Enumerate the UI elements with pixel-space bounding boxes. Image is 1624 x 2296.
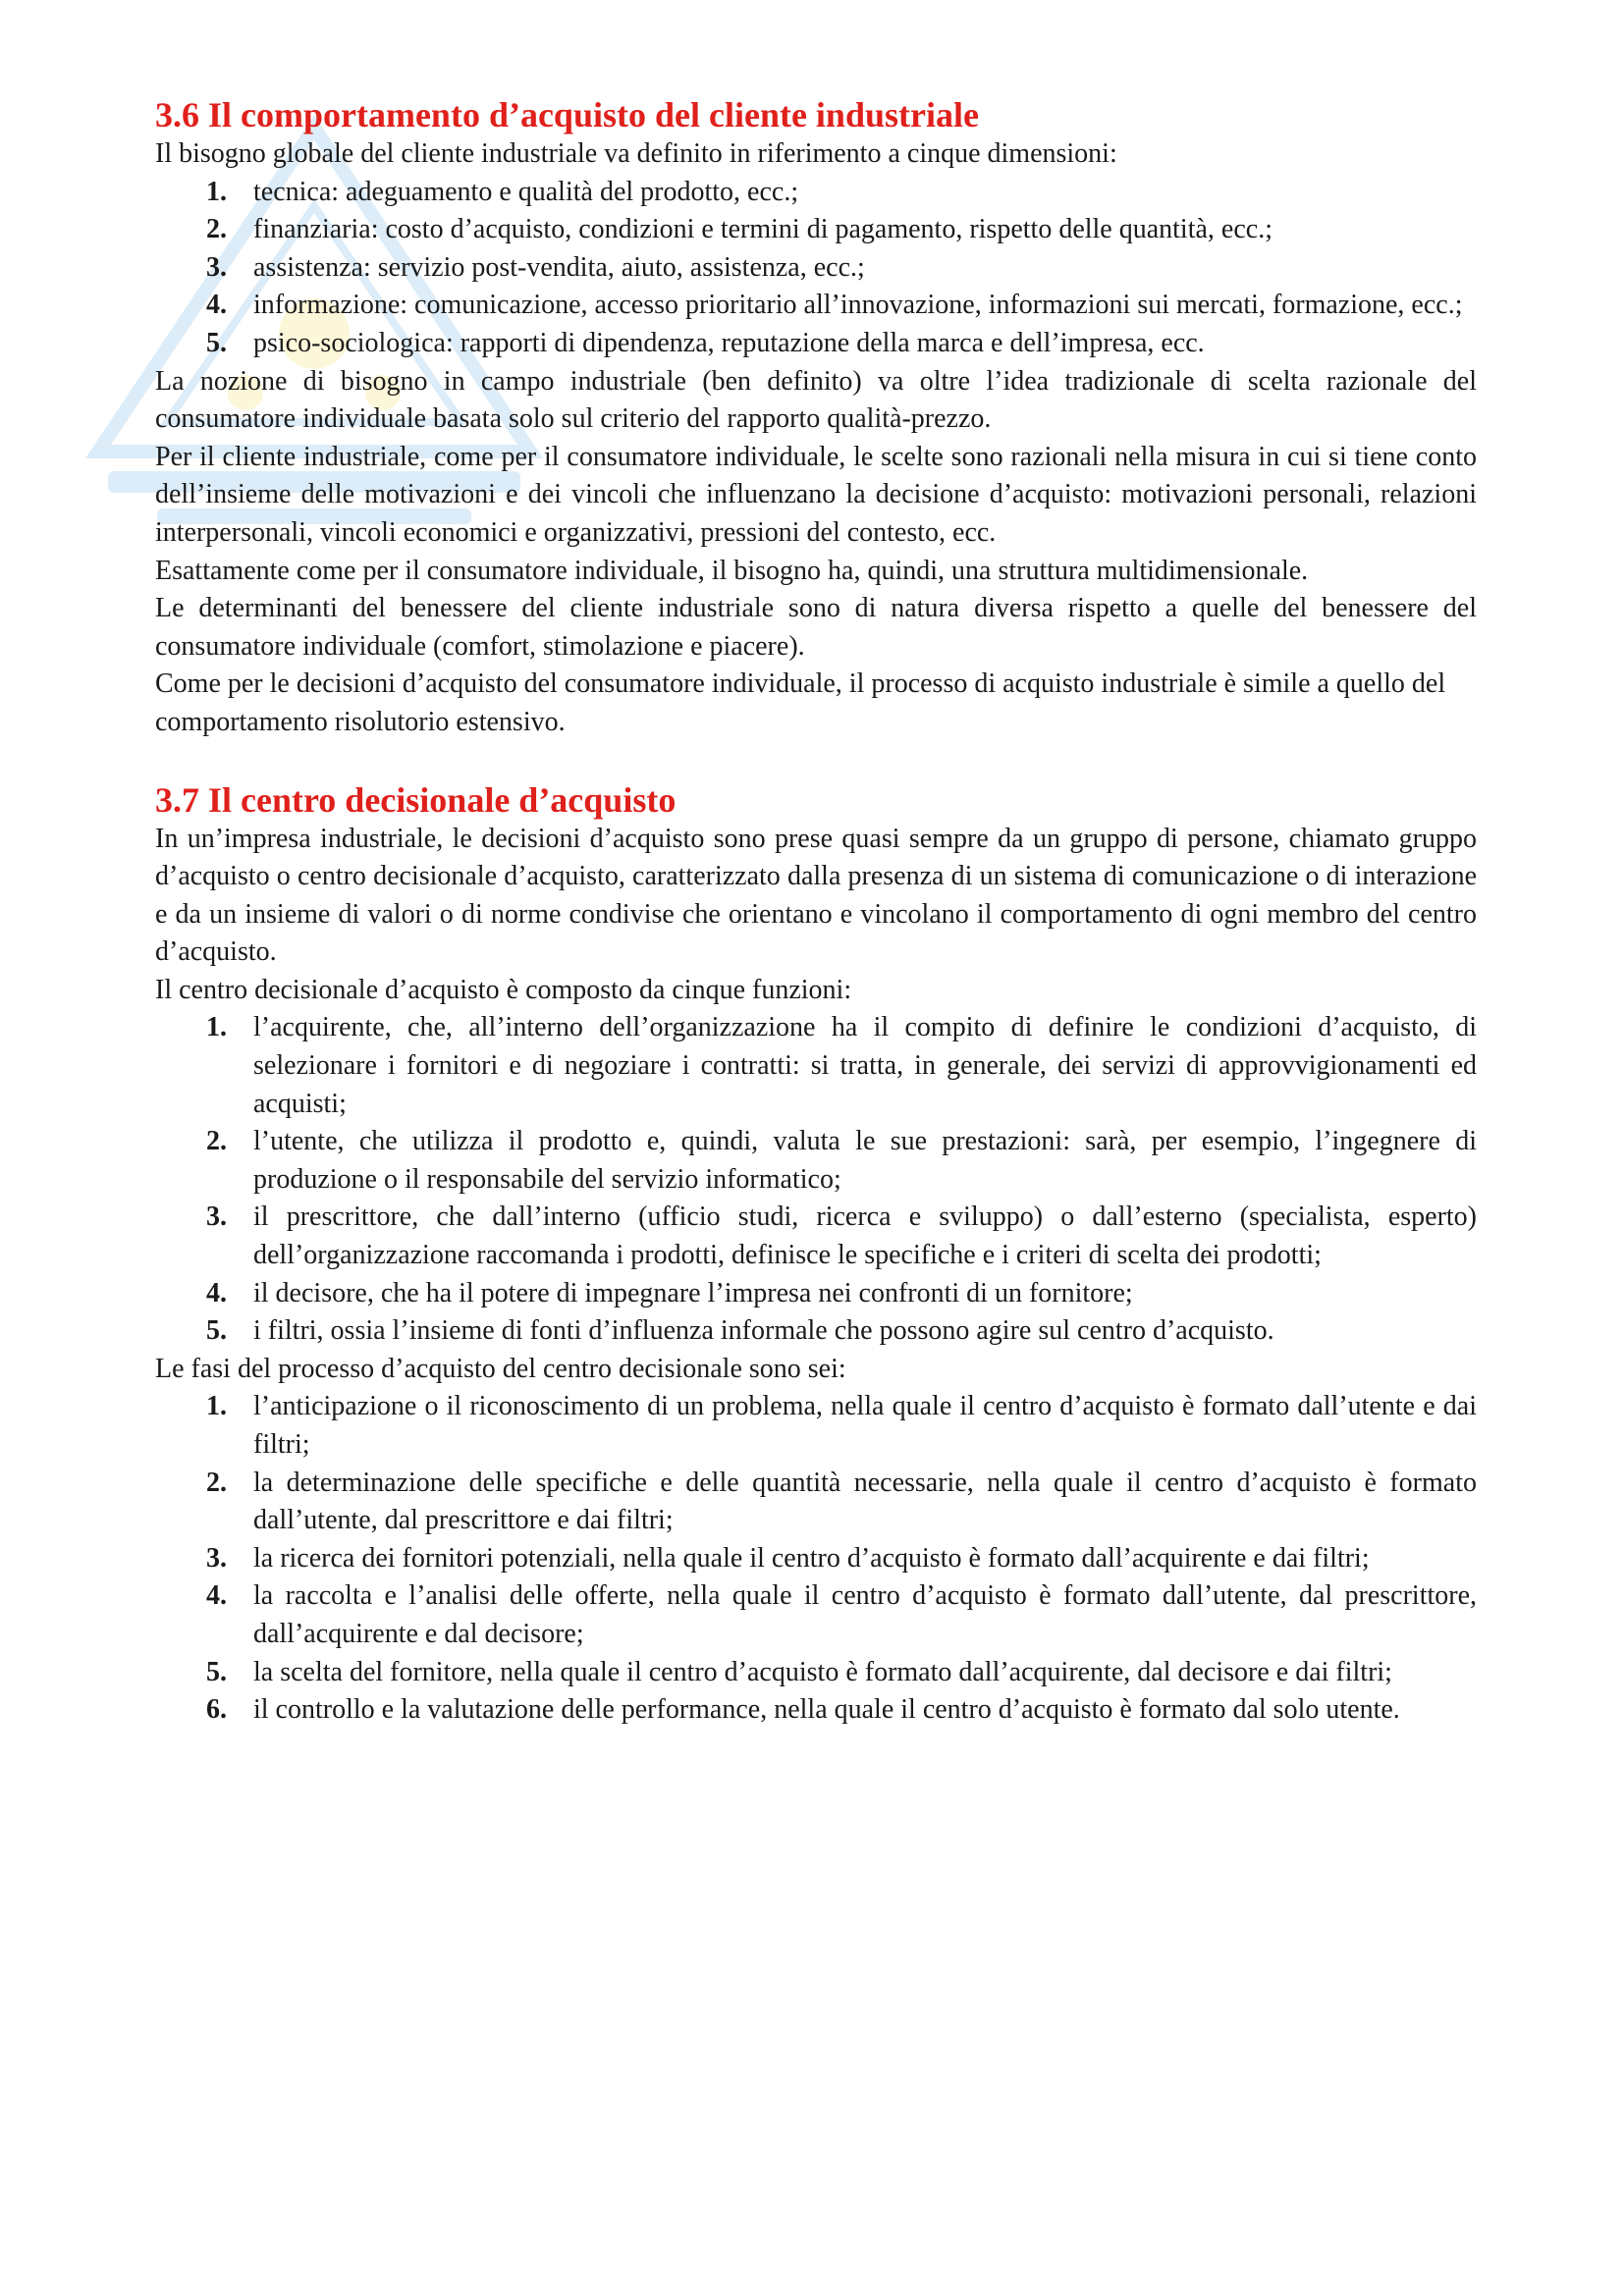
document-page (155, 94, 1477, 1730)
list-item: 6. il controllo e la valutazione delle performance, nella quale il centro d’acquisto è formato dal solo utente. (206, 1694, 1400, 1726)
list-item: 3. il prescrittore, che dall’interno (ufficio studi, ricerca e sviluppo) o dall’esterno (specialista, esperto) dell’organizzazione raccomanda i prodotti, definisce le specifiche e i criteri di scelta dei prodotti; (206, 1201, 1477, 1271)
section-title-3-6: 3.6 Il comportamento d’acquisto del cliente industriale (155, 95, 979, 134)
phases-list (155, 1388, 1477, 1729)
list-item: 1. tecnica: adeguamento e qualità del prodotto, ecc.; (206, 176, 799, 207)
list-item: 5. psico-sociologica: rapporti di dipendenza, reputazione della marca e dell’impresa, ecc. (206, 327, 1205, 358)
paragraph: Esattamente come per il consumatore individuale, il bisogno ha, quindi, una struttura multidimensionale. (155, 555, 1309, 586)
section-title-3-7: 3.7 Il centro decisionale d’acquisto (155, 779, 677, 820)
list-item: 4. informazione: comunicazione, accesso prioritario all’innovazione, informazioni sui mercati, formazione, ecc.; (206, 290, 1463, 321)
list-item: 5. i filtri, ossia l’insieme di fonti d’influenza informale che possono agire sul centro d’acquisto. (206, 1315, 1274, 1347)
functions-list (155, 1009, 1477, 1350)
paragraph: Le determinanti del benessere del cliente industriale sono di natura diversa rispetto a quelle del benessere del consumatore individuale (comfort, stimolazione e piacere). (155, 593, 1477, 662)
dimensions-list (155, 174, 1477, 363)
list-item: 1. l’acquirente, che, all’interno dell’organizzazione ha il compito di definire le condizioni d’acquisto, di selezionare i fornitori e di negoziare i contratti: si tratta, in generale, dei servizi di approvvigionamenti ed acquisti; (206, 1012, 1477, 1119)
list-item: 2. la determinazione delle specifiche e delle quantità necessarie, nella quale il centro d’acquisto è formato dall’utente, dal prescrittore e dai filtri; (206, 1467, 1477, 1536)
list-item: 2. l’utente, che utilizza il prodotto e, quindi, valuta le sue prestazioni: sarà, per esempio, l’ingegnere di produzione o il responsabile del servizio informatico; (206, 1126, 1477, 1195)
list-item: 3. la ricerca dei fornitori potenziali, nella quale il centro d’acquisto è formato dall’acquirente e dai filtri; (206, 1542, 1370, 1574)
paragraph: La nozione di bisogno in campo industriale (ben definito) va oltre l’idea tradizionale di scelta razionale del consumatore individuale basata solo sul criterio del rapporto qualità-prezzo. (155, 365, 1477, 435)
section-3-6-intro: Il bisogno globale del cliente industriale va definito in riferimento a cinque dimensioni: (155, 138, 1117, 169)
paragraph: Come per le decisioni d’acquisto del consumatore individuale, il processo di acquisto industriale è simile a quello del comportamento risolutorio estensivo. (155, 668, 1446, 737)
paragraph: Per il cliente industriale, come per il consumatore individuale, le scelte sono razionali nella misura in cui si tiene conto dell’insieme delle motivazioni e dei vincoli che influenzano la decisione d’acquisto: motivazioni personali, relazioni interpersonali, vincoli economici e organizzativi, pressioni del contesto, ecc. (155, 441, 1477, 548)
list-item: 2. finanziaria: costo d’acquisto, condizioni e termini di pagamento, rispetto delle quantità, ecc.; (206, 214, 1272, 245)
list-item: 4. la raccolta e l’analisi delle offerte, nella quale il centro d’acquisto è formato dall’utente, dal prescrittore, dall’acquirente e dal decisore; (206, 1580, 1477, 1649)
list-item: 5. la scelta del fornitore, nella quale il centro d’acquisto è formato dall’acquirente, dal decisore e dai filtri; (206, 1656, 1392, 1687)
functions-intro: Il centro decisionale d’acquisto è composto da cinque funzioni: (155, 974, 852, 1005)
phases-intro: Le fasi del processo d’acquisto del centro decisionale sono sei: (155, 1353, 846, 1384)
section-3-7-intro: In un’impresa industriale, le decisioni d’acquisto sono prese quasi sempre da un gruppo di persone, chiamato gruppo d’acquisto o centro decisionale d’acquisto, caratterizzato dalla presenza di un sistema di comunicazione o di interazione e da un insieme di valori o di norme condivise che orientano e vincolano il comportamento di ogni membro del centro d’acquisto. (155, 823, 1477, 968)
list-item: 4. il decisore, che ha il potere di impegnare l’impresa nei confronti di un fornitore; (206, 1277, 1133, 1308)
list-item: 3. assistenza: servizio post-vendita, aiuto, assistenza, ecc.; (206, 251, 865, 283)
list-item: 1. l’anticipazione o il riconoscimento di un problema, nella quale il centro d’acquisto è formato dall’utente e dai filtri; (206, 1391, 1477, 1460)
